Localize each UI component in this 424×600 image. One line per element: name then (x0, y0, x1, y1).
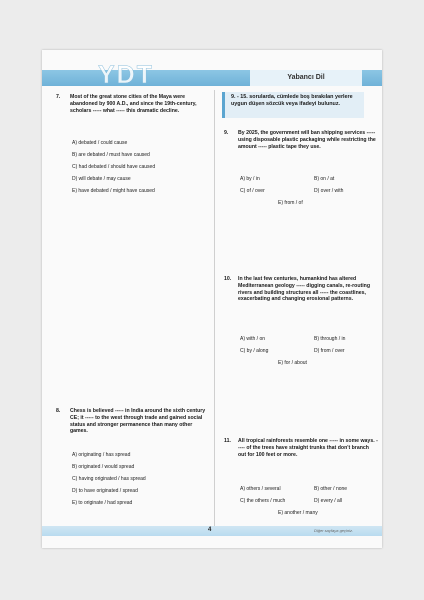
option-b[interactable]: B) are debated / must have caused (72, 152, 150, 158)
exam-logo: YDT (98, 61, 154, 89)
option-a[interactable]: A) originating / has spread (72, 452, 131, 458)
option-d[interactable]: D) every / all (314, 498, 343, 504)
question-stem: Chess is believed ----- in India around the sixth century CE; it ----- to the west through trade and gained social status and stronger permanence than many other games. (70, 408, 206, 435)
option-d[interactable]: D) will debate / may cause (72, 176, 131, 182)
option-b[interactable]: B) on / at (314, 176, 335, 182)
option-e[interactable]: E) to originate / had spread (72, 500, 133, 506)
option-e[interactable]: E) another / many (278, 510, 318, 516)
question-number: 10. (224, 276, 232, 282)
option-a[interactable]: A) others / several (240, 486, 281, 492)
question-number: 9. (224, 130, 229, 136)
question-number: 8. (56, 408, 61, 414)
option-b[interactable]: B) originated / would spread (72, 464, 135, 470)
question-number: 7. (56, 94, 61, 100)
page-number: 4 (208, 527, 212, 533)
option-a[interactable]: A) debated / could cause (72, 140, 128, 146)
option-c[interactable]: C) of / over (240, 188, 265, 194)
option-e[interactable]: E) have debated / might have caused (72, 188, 155, 194)
option-e[interactable]: E) from / of (278, 200, 303, 206)
option-b[interactable]: B) other / none (314, 486, 348, 492)
subject-label: Yabancı Dil (250, 70, 362, 86)
question-number: 11. (224, 438, 231, 444)
footer-note: Diğer sayfaya geçiniz. (314, 528, 354, 533)
option-d[interactable]: D) over / with (314, 188, 344, 194)
instruction-box: 9. - 15. sorularda, cümlede boş bırakılan yerlere uygun düşen sözcük veya ifadeyi bulunuz. (222, 92, 364, 118)
option-d[interactable]: D) to have originated / spread (72, 488, 138, 494)
question-stem: By 2025, the government will ban shipping services ----- using disposable plastic packaging while restricting the amount ----- plastic tape they use. (238, 130, 376, 150)
option-c[interactable]: C) by / along (240, 348, 269, 354)
exam-page (42, 50, 382, 548)
column-divider (214, 90, 215, 530)
question-stem: In the last few centuries, humankind has altered Mediterranean geology ----- digging canals, re-routing rivers and building structures all ----- the coastlines, exacerbating and changing erosional patterns. (238, 276, 371, 303)
option-e[interactable]: E) for / about (278, 360, 307, 366)
option-b[interactable]: B) through / in (314, 336, 346, 342)
question-stem: All tropical rainforests resemble one ----- in some ways. ----- of the trees have straight trunks that don't branch out for 100 feet or more. (238, 438, 378, 458)
option-d[interactable]: D) from / over (314, 348, 345, 354)
option-c[interactable]: C) the others / much (240, 498, 286, 504)
question-stem: Most of the great stone cities of the Maya were abandoned by 900 A.D., and since the 19th-century, scholars ----- what ----- this dramatic decline. (70, 94, 197, 114)
option-a[interactable]: A) by / in (240, 176, 260, 182)
option-a[interactable]: A) with / on (240, 336, 266, 342)
option-c[interactable]: C) having originated / has spread (72, 476, 146, 482)
option-c[interactable]: C) had debated / should have caused (72, 164, 156, 170)
